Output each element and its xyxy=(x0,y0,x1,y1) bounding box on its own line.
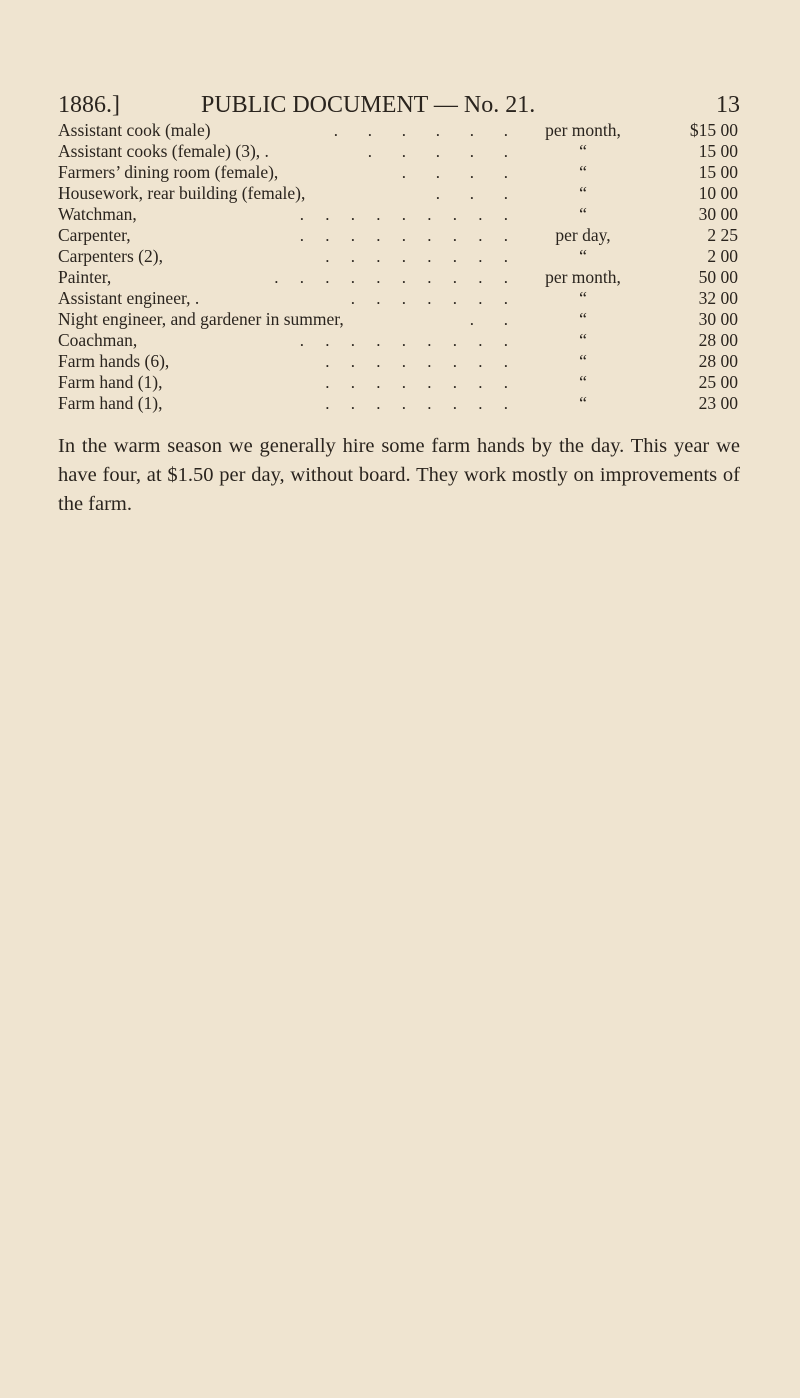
row-label: Carpenter, xyxy=(58,225,131,245)
row-amount: 50 00 xyxy=(698,267,738,287)
dot-leader: . . . . . . . . xyxy=(325,373,508,392)
row-unit: “ xyxy=(579,309,587,329)
header-year: 1886.] xyxy=(58,92,120,118)
row-amount: 23 00 xyxy=(698,393,738,413)
dot-leader: . . . . . . . . . xyxy=(299,331,508,350)
dot-leader: . . . . . . . . xyxy=(325,394,508,413)
page-header xyxy=(58,92,740,122)
table-row xyxy=(58,288,738,309)
dot-leader: . . . . . . . . . . xyxy=(274,268,508,287)
row-label: Housework, rear building (female), xyxy=(58,183,306,203)
row-unit: “ xyxy=(579,141,587,161)
row-label: Farm hand (1), xyxy=(58,372,163,392)
row-amount: 10 00 xyxy=(698,183,738,203)
row-amount: 30 00 xyxy=(698,204,738,224)
row-label: Coachman, xyxy=(58,330,138,350)
row-amount: 2 00 xyxy=(707,246,738,266)
row-unit: “ xyxy=(579,393,587,413)
row-unit: “ xyxy=(579,246,587,266)
table-row xyxy=(58,183,738,204)
body-paragraph: In the warm season we generally hire some farm hands by the day. This year we have four, at $1.50 per day, without board. They work mostly on improvements of the farm. xyxy=(58,435,740,515)
row-amount: 32 00 xyxy=(698,288,738,308)
row-label: Assistant engineer, . xyxy=(58,288,200,308)
row-label: Painter, xyxy=(58,267,112,287)
table-row xyxy=(58,393,738,414)
dot-leader: . . . . . . . . . xyxy=(299,205,508,224)
row-label: Watchman, xyxy=(58,204,137,224)
dot-leader: . . . xyxy=(435,184,508,203)
header-title: PUBLIC DOCUMENT — No. 21. xyxy=(201,92,536,118)
row-amount: 15 00 xyxy=(698,162,738,182)
row-amount: 30 00 xyxy=(698,309,738,329)
row-unit: “ xyxy=(579,372,587,392)
row-label: Farmers’ dining room (female), xyxy=(58,162,279,182)
row-unit: “ xyxy=(579,204,587,224)
dot-leader: . . . . . . . . xyxy=(325,247,508,266)
row-unit: “ xyxy=(579,288,587,308)
wages-table xyxy=(58,120,738,414)
table-row xyxy=(58,204,738,225)
dot-leader: . . . . . . . . . xyxy=(299,226,508,245)
dot-leader: . . xyxy=(469,310,508,329)
table-row xyxy=(58,162,738,183)
table-row xyxy=(58,267,738,288)
row-amount: 28 00 xyxy=(698,330,738,350)
table-row xyxy=(58,309,738,330)
row-unit: “ xyxy=(579,351,587,371)
row-amount: 2 25 xyxy=(707,225,738,245)
row-unit: “ xyxy=(579,330,587,350)
row-label: Farm hand (1), xyxy=(58,393,163,413)
row-unit: “ xyxy=(579,183,587,203)
table-row xyxy=(58,351,738,372)
row-unit: per day, xyxy=(555,225,611,245)
table-row xyxy=(58,225,738,246)
table-row xyxy=(58,120,738,141)
row-label: Night engineer, and gardener in summer, xyxy=(58,309,344,329)
row-unit: “ xyxy=(579,162,587,182)
row-unit: per month, xyxy=(545,267,621,287)
page-number: 13 xyxy=(716,92,740,118)
table-row xyxy=(58,246,738,267)
row-amount: 25 00 xyxy=(698,372,738,392)
row-label: Carpenters (2), xyxy=(58,246,163,266)
row-label: Farm hands (6), xyxy=(58,351,170,371)
dot-leader: . . . . . . . xyxy=(350,289,508,308)
table-row xyxy=(58,330,738,351)
row-amount: 15 00 xyxy=(698,141,738,161)
row-label: Assistant cook (male) xyxy=(58,120,211,140)
table-row xyxy=(58,141,738,162)
row-unit: per month, xyxy=(545,120,621,140)
dot-leader: . . . . . . . . xyxy=(325,352,508,371)
dot-leader: . . . . xyxy=(401,163,508,182)
dot-leader: . . . . . . xyxy=(333,121,508,140)
table-row xyxy=(58,372,738,393)
dot-leader: . . . . . xyxy=(367,142,508,161)
row-label: Assistant cooks (female) (3), . xyxy=(58,141,269,161)
row-amount: $15 00 xyxy=(689,120,738,140)
row-amount: 28 00 xyxy=(698,351,738,371)
